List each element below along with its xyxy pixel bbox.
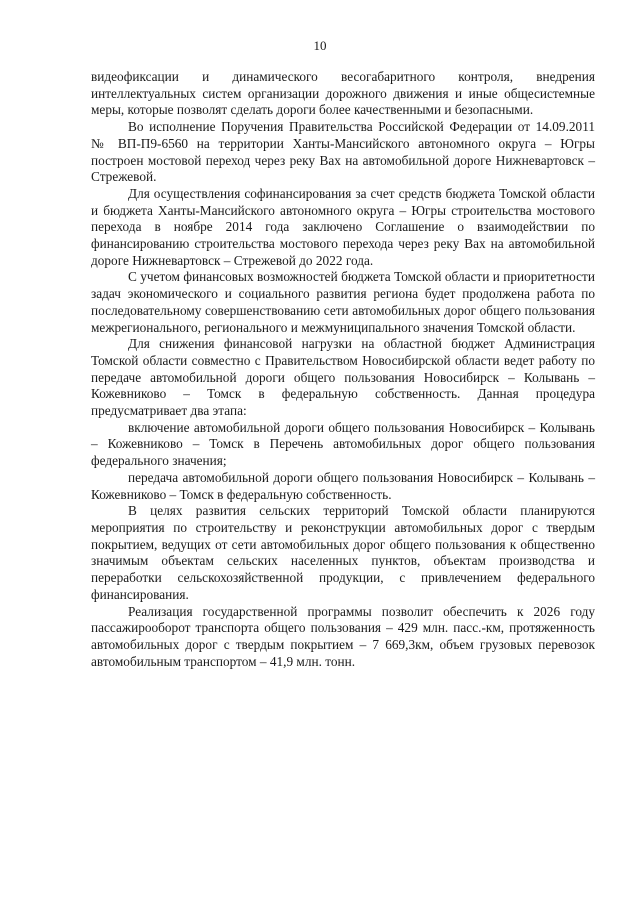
list-item-stage-1: включение автомобильной дороги общего пользования Новосибирск – Колывань – Кожевниково – Томск в Перечень автомобильных дорог общего пользования федерального значения; [91, 419, 595, 469]
paragraph-rural-development: В целях развития сельских территорий Томской области планируются мероприятия по строительству и реконструкции автомобильных дорог с твердым покрытием, ведущих от сети автомобильных дорог общего пользования к общественно значимым объектам сельских населенных пунктов, объектам производства и переработки сельскохозяйственной продукции, с привлечением федерального финансирования. [91, 503, 595, 602]
document-body [91, 69, 595, 670]
list-item-stage-2: передача автомобильной дороги общего пользования Новосибирск – Колывань – Кожевниково – Томск в федеральную собственность. [91, 469, 595, 502]
page-number: 10 [313, 38, 327, 53]
paragraph-cofinancing: Для осуществления софинансирования за счет средств бюджета Томской области и бюджета Ханты-Мансийского автономного округа – Югры строительства мостового перехода в ноябре 2014 года заключено Соглашение о взаимодействии по финансированию строительства мостового перехода через реку Вах на автомобильной дороге Нижневартовск – Стрежевой до 2022 года. [91, 185, 595, 268]
paragraph-program-targets: Реализация государственной программы позволит обеспечить к 2026 году пассажирооборот транспорта общего пользования – 429 млн. пасс.-км, протяженность автомобильных дорог с твердым покрытием – 7 669,3км, объем грузовых перевозок автомобильным транспортом – 41,9 млн. тонн. [91, 603, 595, 669]
paragraph-continuation: видеофиксации и динамического весогабаритного контроля, внедрения интеллектуальных систем организации дорожного движения и иные общесистемные меры, которые позволят сделать дороги более качественными и безопасными. [91, 69, 595, 118]
paragraph-road-network: С учетом финансовых возможностей бюджета Томской области и приоритетности задач экономического и социального развития региона будет продолжена работа по последовательному совершенствованию сети автомобильных дорог общего пользования межрегионального, регионального и межмуниципального значения Томской области. [91, 269, 595, 335]
paragraph-federal-transfer: Для снижения финансовой нагрузки на областной бюджет Администрация Томской области совместно с Правительством Новосибирской области ведет работу по передаче автомобильной дороги общего пользования Новосибирск – Колывань – Кожевниково – Томск в федеральную собственность. Данная процедура предусматривает два этапа: [91, 336, 595, 419]
paragraph-bridge-construction: Во исполнение Поручения Правительства Российской Федерации от 14.09.2011 № ВП-П9-6560 на территории Ханты-Мансийского автономного округа – Югры построен мостовой переход через реку Вах на автомобильной дороге Нижневартовск – Стрежевой. [91, 119, 595, 185]
